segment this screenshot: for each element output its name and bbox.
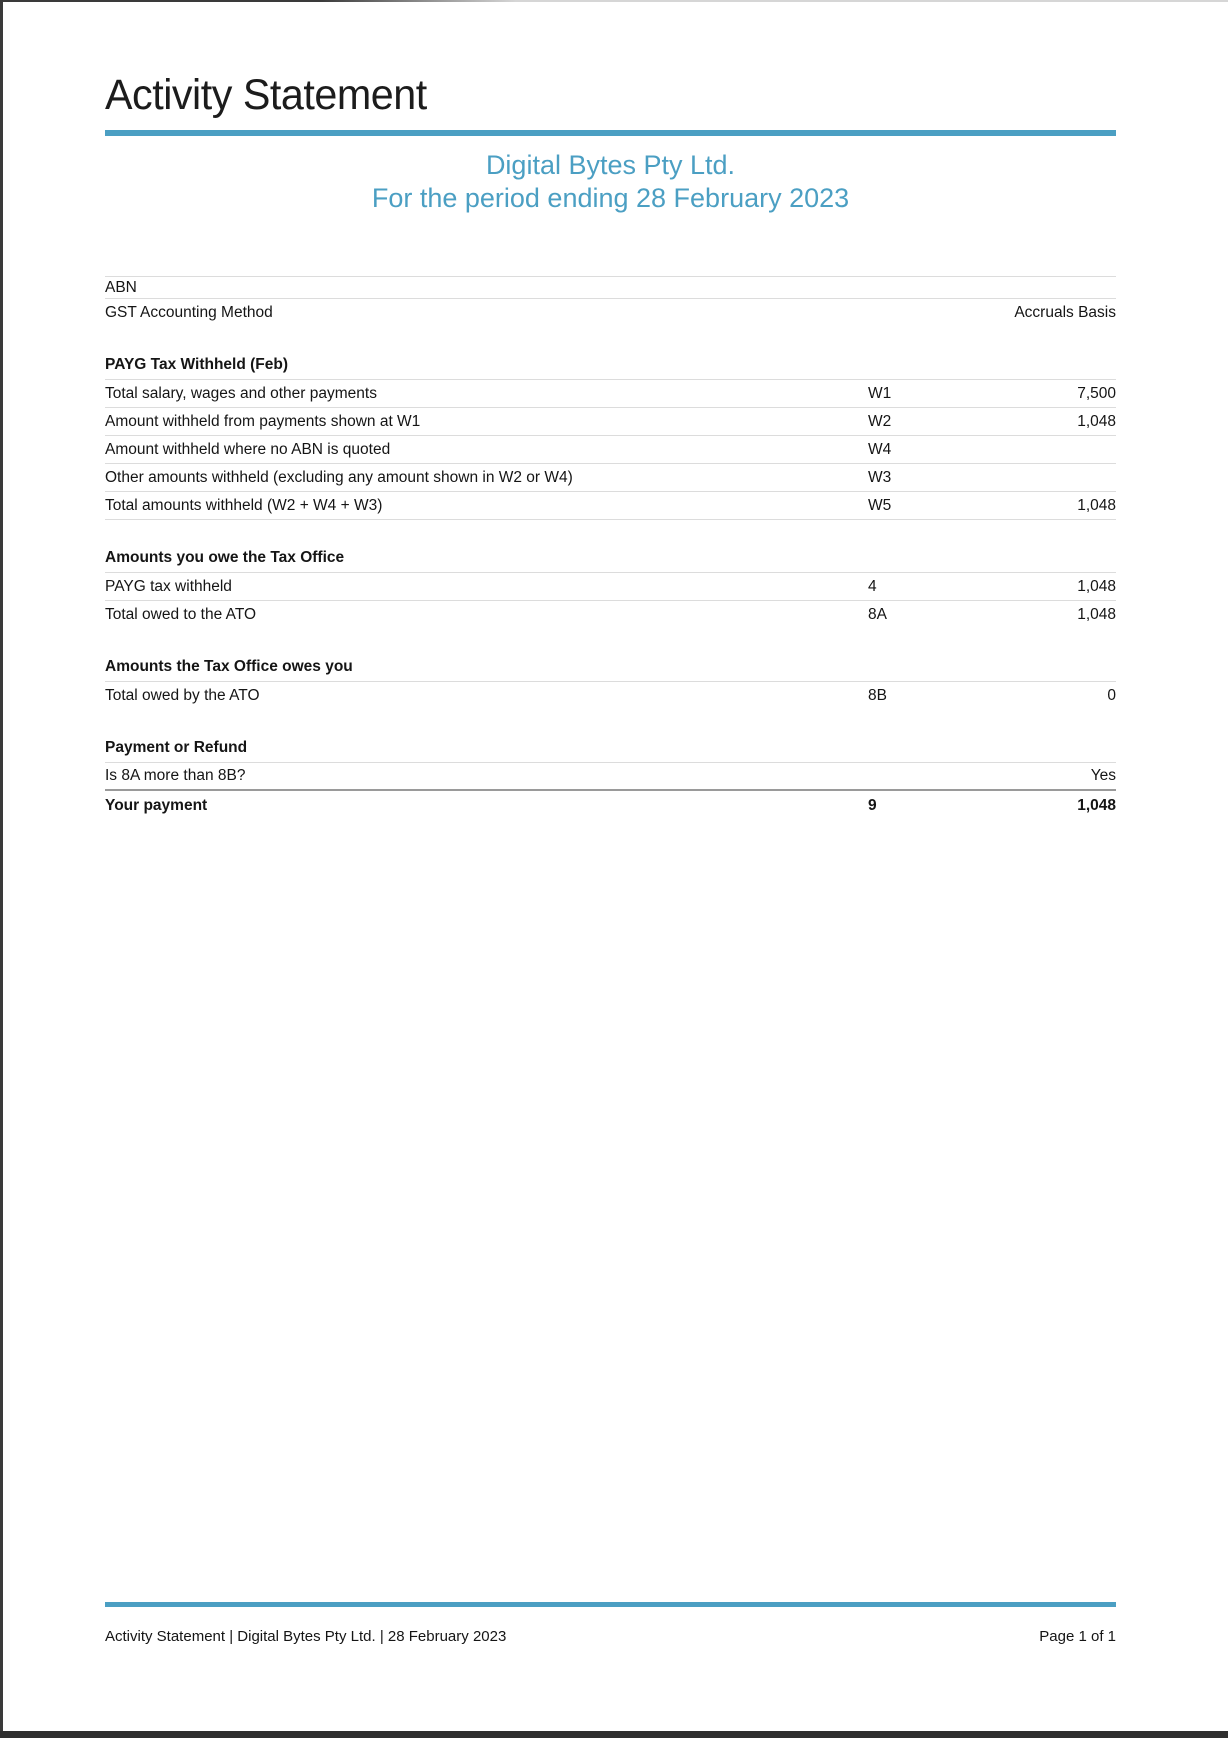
- table-row: [105, 791, 1116, 821]
- row-label: ABN: [105, 278, 137, 296]
- row-label: Total owed to the ATO: [105, 606, 257, 624]
- page-left-edge: [0, 0, 3, 1738]
- table-row: [105, 299, 1116, 327]
- row-label: Amount withheld from payments shown at W1: [105, 412, 421, 430]
- section-title: PAYG Tax Withheld (Feb): [105, 355, 289, 373]
- row-value: Yes: [1090, 767, 1116, 785]
- footer-page-number: Page 1 of 1: [1039, 1627, 1116, 1645]
- table-row: [105, 601, 1116, 629]
- row-value: 1,048: [1077, 797, 1116, 815]
- row-code: W1: [868, 384, 892, 402]
- row-label: Other amounts withheld (excluding any amount shown in W2 or W4): [105, 468, 573, 486]
- table-row: [105, 682, 1116, 710]
- footer-divider-rule: [105, 1602, 1116, 1607]
- row-code: W5: [868, 496, 892, 514]
- row-value: 7,500: [1077, 384, 1116, 402]
- table-row: [105, 763, 1116, 791]
- section-title: Amounts the Tax Office owes you: [105, 657, 353, 675]
- document-content: [105, 0, 1116, 821]
- row-label: Is 8A more than 8B?: [105, 767, 246, 785]
- row-code: 8B: [868, 687, 887, 705]
- row-label: Total owed by the ATO: [105, 687, 260, 705]
- section-title: Payment or Refund: [105, 738, 248, 756]
- section-header-row: [105, 350, 1116, 380]
- title-divider-rule: [105, 130, 1116, 136]
- page-title: Activity Statement: [105, 71, 427, 119]
- footer-left-text: Activity Statement | Digital Bytes Pty Ltd. | 28 February 2023: [105, 1627, 507, 1645]
- row-label: GST Accounting Method: [105, 304, 273, 322]
- row-code: W2: [868, 412, 892, 430]
- row-label: Total amounts withheld (W2 + W4 + W3): [105, 496, 383, 514]
- section-title: Amounts you owe the Tax Office: [105, 548, 345, 566]
- section-header-row: [105, 652, 1116, 682]
- row-code: W3: [868, 468, 892, 486]
- period-ending: For the period ending 28 February 2023: [371, 183, 850, 214]
- company-name: Digital Bytes Pty Ltd.: [485, 150, 736, 181]
- page-footer: [105, 1624, 1116, 1648]
- table-row: [105, 492, 1116, 520]
- row-value: 1,048: [1077, 496, 1116, 514]
- page-bottom-edge: [0, 1731, 1228, 1738]
- row-value: 1,048: [1077, 412, 1116, 430]
- row-code: W4: [868, 440, 892, 458]
- statement-table: [105, 276, 1116, 821]
- table-row: [105, 408, 1116, 436]
- table-row: [105, 276, 1116, 299]
- section-header-row: [105, 733, 1116, 763]
- row-label: Total salary, wages and other payments: [105, 384, 377, 402]
- section-header-row: [105, 543, 1116, 573]
- row-label: Your payment: [105, 797, 208, 815]
- row-label: PAYG tax withheld: [105, 577, 232, 595]
- row-value: Accruals Basis: [1014, 304, 1116, 322]
- row-value: 1,048: [1077, 606, 1116, 624]
- table-row: [105, 436, 1116, 464]
- table-row: [105, 464, 1116, 492]
- table-row: [105, 380, 1116, 408]
- row-code: 4: [868, 577, 877, 595]
- row-value: 0: [1107, 687, 1116, 705]
- row-code: 8A: [868, 606, 887, 624]
- table-row: [105, 573, 1116, 601]
- report-subtitle: [105, 149, 1116, 215]
- row-label: Amount withheld where no ABN is quoted: [105, 440, 391, 458]
- row-value: 1,048: [1077, 577, 1116, 595]
- row-code: 9: [868, 797, 877, 815]
